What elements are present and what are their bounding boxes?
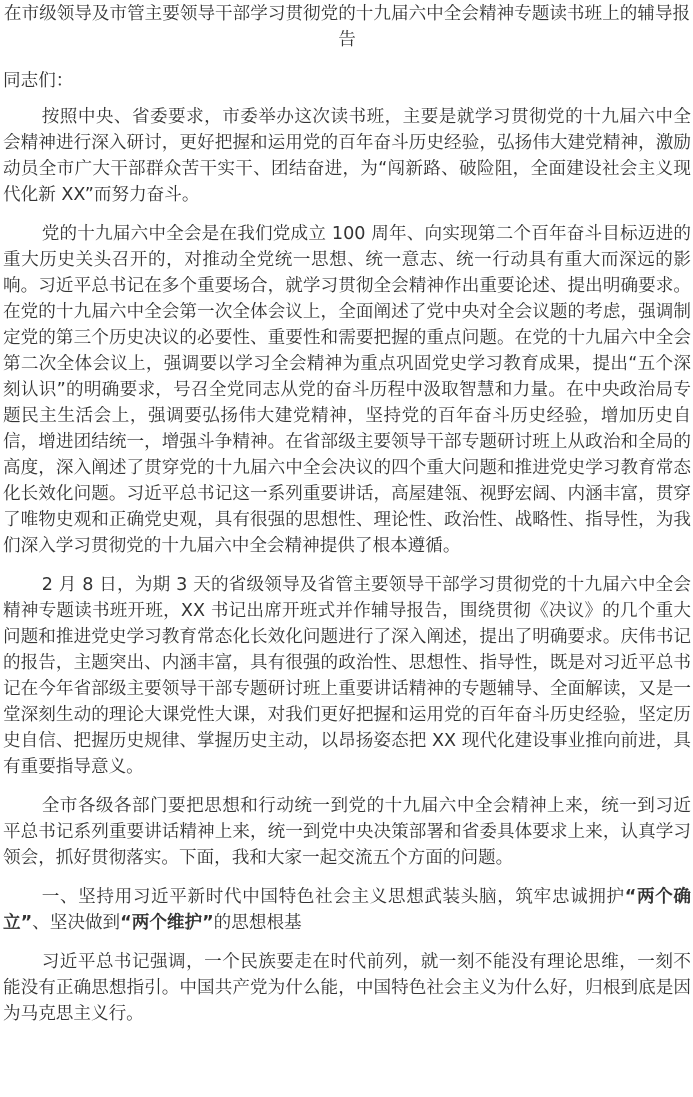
paragraph-intro: 按照中央、省委要求，市委举办这次读书班，主要是就学习贯彻党的十九届六中全会精神进行深入研讨，更好把握和运用党的百年奋斗历史经验，弘扬伟大建党精神，激励动员全市广大干部群众苦干实干、团结奋进，为“闯新路、破险阻，全面建设社会主义现代化新 XX”而努力奋斗。 (3, 107, 691, 205)
section-heading-quote-two-establishments: “两个确立” (3, 887, 691, 933)
section-heading-quote-two-safeguards: “两个维护” (120, 913, 214, 933)
paragraph-unify-thinking: 全市各级各部门要把思想和行动统一到党的十九届六中全会精神上来，统一到习近平总书记系列重要讲话精神上来，统一到党中央决策部署和省委具体要求上来，认真学习领会，抓好贯彻落实。下面，我和大家一起交流五个方面的问题。 (3, 796, 691, 868)
document-title: 在市级领导及市管主要领导干部学习贯彻党的十九届六中全会精神专题读书班上的辅导报告 (3, 4, 691, 50)
section-heading-text-after: 的思想根基 (213, 913, 302, 933)
salutation: 同志们： (3, 71, 74, 91)
section-heading-text-middle: 、坚决做到 (32, 913, 121, 933)
paragraph-theory-thinking: 习近平总书记强调，一个民族要走在时代前列，就一刻不能没有理论思维，一刻不能没有正确思想指引。中国共产党为什么能，中国特色社会主义为什么好，归根到底是因为马克思主义行。 (3, 952, 691, 1024)
section-heading-one (3, 884, 691, 936)
paragraph-reading-class: 2 月 8 日，为期 3 天的省级领导及省管主要领导干部学习贯彻党的十九届六中全会精神专题读书班开班，XX 书记出席开班式并作辅导报告，围绕贯彻《决议》的几个重大问题和推进党史学习教育常态化长效化问题进行了深入阐述，提出了明确要求。庆伟书记的报告，主题突出、内涵丰富，具有很强的政治性、思想性、指导性，既是对习近平总书记在今年省部级主要领导干部专题研讨班上重要讲话精神的专题辅导、全面解读，又是一堂深刻生动的理论大课党性大课，对我们更好把握和运用党的百年奋斗历史经验，坚定历史自信、把握历史规律、掌握历史主动，以昂扬姿态把 XX 现代化建设事业推向前进，具有重要指导意义。 (3, 575, 691, 777)
paragraph-plenary-session: 党的十九届六中全会是在我们党成立 100 周年、向实现第二个百年奋斗目标迈进的重大历史关头召开的，对推动全党统一思想、统一意志、统一行动具有重大而深远的影响。习近平总书记在多个重要场合，就学习贯彻全会精神作出重要论述、提出明确要求。在党的十九届六中全会第一次全体会议上，全面阐述了党中央对全会议题的考虑，强调制定党的第三个历史决议的必要性、重要性和需要把握的重点问题。在党的十九届六中全会第二次全体会议上，强调要以学习全会精神为重点巩固党史学习教育成果，提出“五个深刻认识”的明确要求，号召全党同志从党的奋斗历程中汲取智慧和力量。在中央政治局专题民主生活会上，强调要弘扬伟大建党精神，坚持党的百年奋斗历史经验，增加历史自信，增进团结统一，增强斗争精神。在省部级主要领导干部专题研讨班上从政治和全局的高度，深入阐述了贯穿党的十九届六中全会决议的四个重大问题和推进党史学习教育常态化长效化问题。习近平总书记这一系列重要讲话，高屋建瓴、视野宏阔、内涵丰富，贯穿了唯物史观和正确党史观，具有很强的思想性、理论性、政治性、战略性、指导性，为我们深入学习贯彻党的十九届六中全会精神提供了根本遵循。 (3, 224, 691, 556)
section-heading-text-before: 一、坚持用习近平新时代中国特色社会主义思想武装头脑，筑牢忠诚拥护 (41, 887, 625, 907)
